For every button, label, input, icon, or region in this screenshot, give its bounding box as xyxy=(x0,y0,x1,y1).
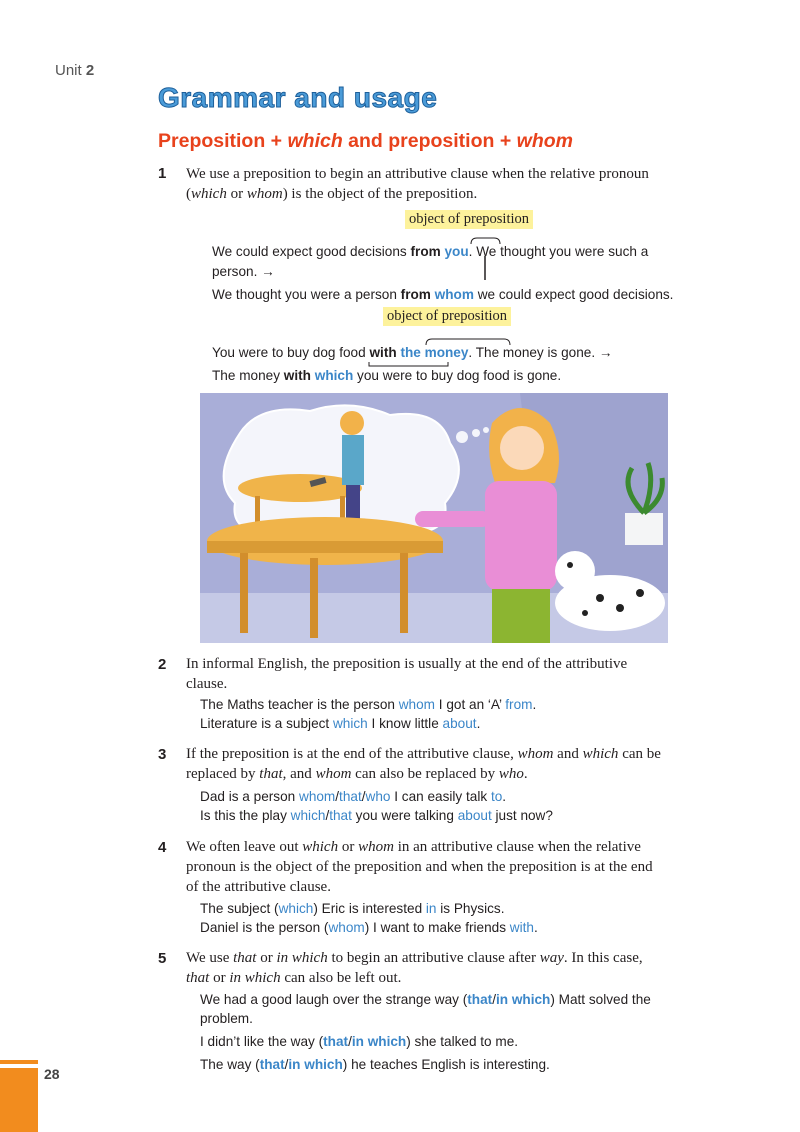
page-number: 28 xyxy=(44,1066,60,1082)
page-title: Grammar and usage xyxy=(158,82,438,113)
rule-1-example-1: We could expect good decisions from you. We thought you were such a xyxy=(212,244,649,259)
small-girl-body xyxy=(342,435,364,485)
big-table-leg-1 xyxy=(240,553,248,633)
bracket-with xyxy=(369,362,448,366)
object-of-preposition-tag-1: object of preposition xyxy=(405,210,533,229)
girl-arm xyxy=(415,511,490,527)
rule-5-example-1-cont: problem. xyxy=(200,1011,253,1026)
bracket-the-money xyxy=(426,339,510,345)
rule-3-example-1: Dad is a person whom/that/who I can easily talk to. xyxy=(200,789,507,804)
dog-head xyxy=(555,551,595,591)
rule-2-example-1: The Maths teacher is the person whom I got an ‘A’ from. xyxy=(200,697,537,712)
rule-number-5: 5 xyxy=(158,950,167,967)
rule-1-example-2: We thought you were a person from whom we could expect good decisions. xyxy=(212,287,674,302)
rule-4-example-2: Daniel is the person (whom) I want to make friends with. xyxy=(200,920,538,935)
dog-spot-5 xyxy=(567,562,573,568)
rule-5-example-2: I didn’t like the way (that/in which) she talked to me. xyxy=(200,1034,519,1049)
illustration-table-dog xyxy=(200,393,668,643)
big-table-edge xyxy=(207,541,443,553)
small-girl-head xyxy=(340,411,364,435)
rule-number-1: 1 xyxy=(158,165,167,182)
plant-pot xyxy=(625,513,663,545)
rule-1-example-4: The money with which you were to buy dog food is gone. xyxy=(212,368,562,383)
thought-dot-1 xyxy=(456,431,468,443)
rule-2-text: In informal English, the preposition is usually at the end of the attributive clause. xyxy=(186,656,628,692)
dog-spot-4 xyxy=(582,610,588,616)
rule-5-example-3: The way (that/in which) he teaches English is interesting. xyxy=(200,1057,550,1072)
thought-dot-2 xyxy=(472,429,480,437)
girl-trousers xyxy=(492,589,550,643)
rule-5-text: We use that or in which to begin an attributive clause after way. In this case, that or in which can also be left out. xyxy=(186,950,643,986)
big-table-leg-3 xyxy=(400,553,408,633)
bracket-you xyxy=(471,238,500,244)
rule-4-example-1: The subject (which) Eric is interested in is Physics. xyxy=(200,901,505,916)
page-corner-tab xyxy=(0,1068,38,1132)
thought-dot-3 xyxy=(483,427,489,433)
rule-3-text: If the preposition is at the end of the attributive clause, whom and which can be replaced by that, and whom can also be replaced by who. xyxy=(186,746,661,782)
rule-1-text: We use a preposition to begin an attributive clause when the relative pronoun (which or whom) is the object of the preposition. xyxy=(186,166,649,202)
unit-number: 2 xyxy=(85,62,95,79)
rule-2-example-2: Literature is a subject which I know little about. xyxy=(200,716,481,731)
rule-1-example-1-cont: person. → xyxy=(212,264,275,279)
page-corner-line xyxy=(0,1060,38,1064)
rule-3-example-2: Is this the play which/that you were talking about just now? xyxy=(200,808,553,823)
rule-number-2: 2 xyxy=(158,656,167,673)
dog-spot-1 xyxy=(596,594,604,602)
rule-number-3: 3 xyxy=(158,746,167,763)
rule-5-example-1: We had a good laugh over the strange way (that/in which) Matt solved the xyxy=(200,992,651,1007)
girl-face xyxy=(500,426,544,470)
rule-4-text: We often leave out which or whom in an attributive clause when the relative pronoun is the object of the preposition and when the preposition is at the end of the attributive clause. xyxy=(186,839,653,895)
dog-spot-3 xyxy=(636,589,644,597)
girl-jacket xyxy=(485,481,557,591)
rule-1-example-3: You were to buy dog food with the money. The money is gone. → xyxy=(212,345,613,360)
rule-number-4: 4 xyxy=(158,839,167,856)
unit-label: Unit 2 xyxy=(55,62,95,79)
object-of-preposition-tag-2: object of preposition xyxy=(383,307,511,326)
dog-spot-2 xyxy=(616,604,624,612)
section-subtitle: Preposition + which and preposition + whom xyxy=(158,130,573,152)
big-table-leg-2 xyxy=(310,558,318,638)
